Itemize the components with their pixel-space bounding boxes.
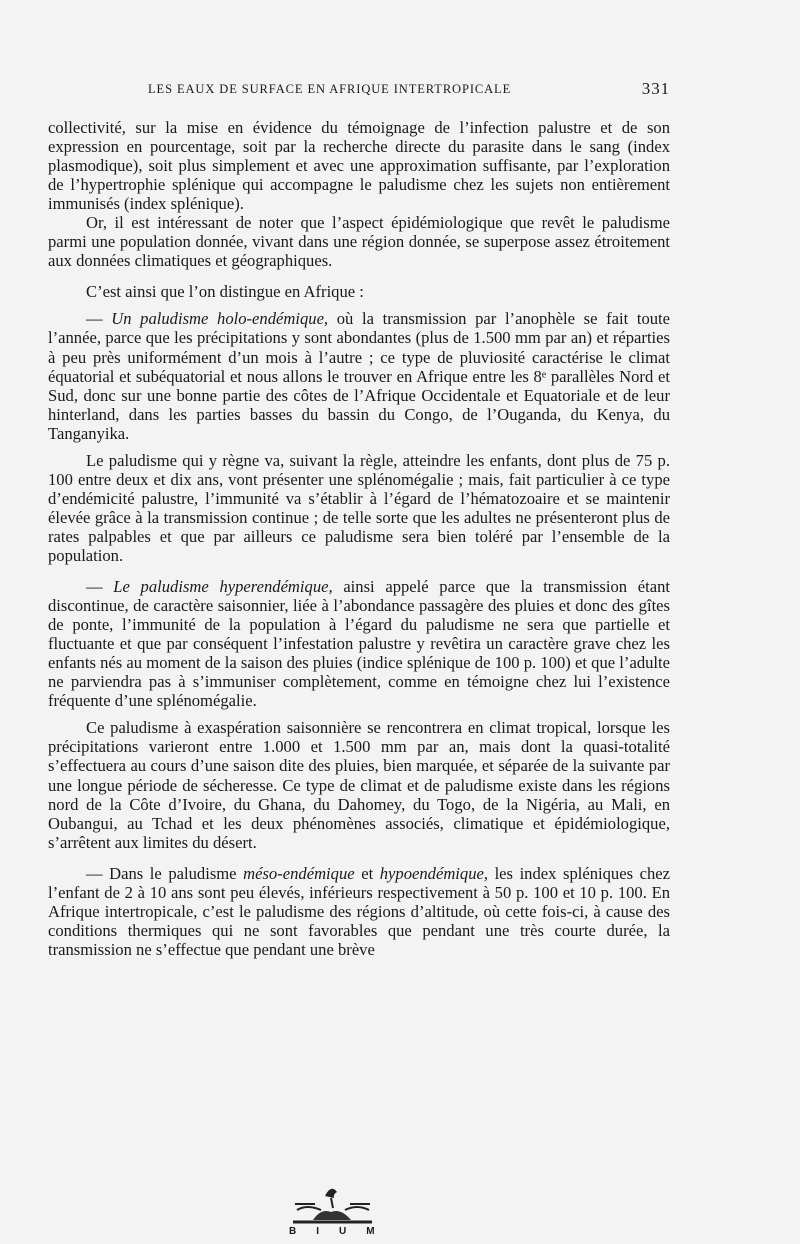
paragraph-hyper-text: ainsi appelé parce que la transmission étant discontinue, de caractère saisonnier, liée à l’abondance passagère des pluies et donc des gîtes de ponte, l’immunité de la population à l’égard du paludisme ne sera que partielle et fluctuante et que par conséquent l’infestation palustre y revêtira un caractère grave chez les enfants nés au moment de la saison des pluies (indice splénique de 100 p. 100) et que l’adulte ne parviendra pas à s’immuniser complètement, comme en témoigne chez lui l’existence fréquente d’une splénomégalie.	[48, 577, 671, 711]
paragraph-hyperendemique	[48, 577, 670, 710]
term-hyperendemique: Le paludisme hyperendémique,	[113, 577, 333, 597]
paragraph-meso-hypo	[48, 864, 670, 959]
paragraph-2: Or, il est intéressant de noter que l’aspect épidémiologique que revêt le paludisme parmi une population donnée, vivant dans une région donnée, se superpose assez étroitement aux données climatiques et géographiques.	[48, 213, 670, 271]
paragraph-holo-endemique	[48, 309, 670, 442]
bium-letters: BIUM	[289, 1226, 395, 1237]
dash: —	[86, 577, 114, 597]
paragraph-1: collectivité, sur la mise en évidence du témoignage de l’infection palustre et de son expression en pourcentage, soit par la recherche directe du parasite dans le sang (index plasmodique), soit plus simplement et avec une approximation suffisante, par l’exploration de l’hypertrophie splénique qui accompagne le paludisme chez les sujets non entièrement immunisés (index splénique).	[48, 118, 670, 214]
paragraph-holo-text: où la transmission par l’anophèle se fait toute l’année, parce que les précipitations y sont abondantes (plus de 1.500 mm par an) et réparties à peu près uniformément d’un mois à l’autre ; ce type de pluviosité caractérise le climat équatorial et subéquatorial et nous allons le trouver en Afrique entre les 8ᵉ parallèles Nord et Sud, donc sur une bonne partie des côtes de l’Afrique Occidentale et Equatoriale et de leur hinterland, dans les parties basses du bassin du Congo, de l’Ouganda, du Kenya, du Tanganyika.	[48, 309, 671, 443]
term-meso-endemique: méso-endémique	[243, 863, 355, 883]
bium-emblem-icon	[285, 1182, 380, 1228]
page-number: 331	[641, 79, 670, 98]
dash: —	[86, 309, 112, 329]
term-hypoendemique: hypoendémique,	[379, 863, 489, 883]
paragraph-3: C’est ainsi que l’on distingue en Afrique :	[86, 282, 364, 302]
paragraph-meso-text: les index spléniques chez l’enfant de 2 à 10 ans sont peu élevés, inférieurs respectivement à 50 p. 100 et 10 p. 100. En Afrique intertropicale, c’est le paludisme des régions d’altitude, où cette fois-ci, à cause des conditions thermiques qui ne sont favorables que pendant une très courte durée, la transmission ne s’effectue que pendant une brève	[48, 863, 670, 959]
body-text	[48, 118, 670, 959]
running-title: LES EAUX DE SURFACE EN AFRIQUE INTERTROPICALE	[148, 82, 512, 96]
conjunction: et	[354, 863, 380, 883]
paragraph-7: Ce paludisme à exaspération saisonnière se rencontrera en climat tropical, lorsque les précipitations varieront entre 1.000 et 1.500 mm par an, mais dont la quasi-totalité s’effectuera au cours d’une saison dite des pluies, bien marquée, et séparée de la suivante par une longue période de sécheresse. Ce type de climat et de paludisme existe dans les régions nord de la Côte d’Ivoire, du Ghana, du Dahomey, du Togo, de la Nigéria, au Mali, en Oubangui, au Tchad et les deux phénomènes associés, climatique et épidémiologique, s’arrêtent aux limites du désert.	[48, 718, 670, 852]
bium-logo	[285, 1182, 395, 1240]
paragraph-5: Le paludisme qui y règne va, suivant la règle, atteindre les enfants, dont plus de 75 p. 100 entre deux et dix ans, vont présenter une splénomégalie ; mais, fait particulier à ce type d’endémicité palustre, l’immunité va s’établir à l’égard de l’hématozoaire et se maintenir élevée grâce à la transmission continue ; de telle sorte que les adultes ne présenteront plus de rates palpables et que par ailleurs ce paludisme sera bien toléré par l’ensemble de la population.	[48, 450, 670, 565]
term-holo-endemique: Un paludisme holo-endémique,	[111, 309, 329, 329]
paragraph-meso-lead: — Dans le paludisme	[86, 863, 244, 883]
